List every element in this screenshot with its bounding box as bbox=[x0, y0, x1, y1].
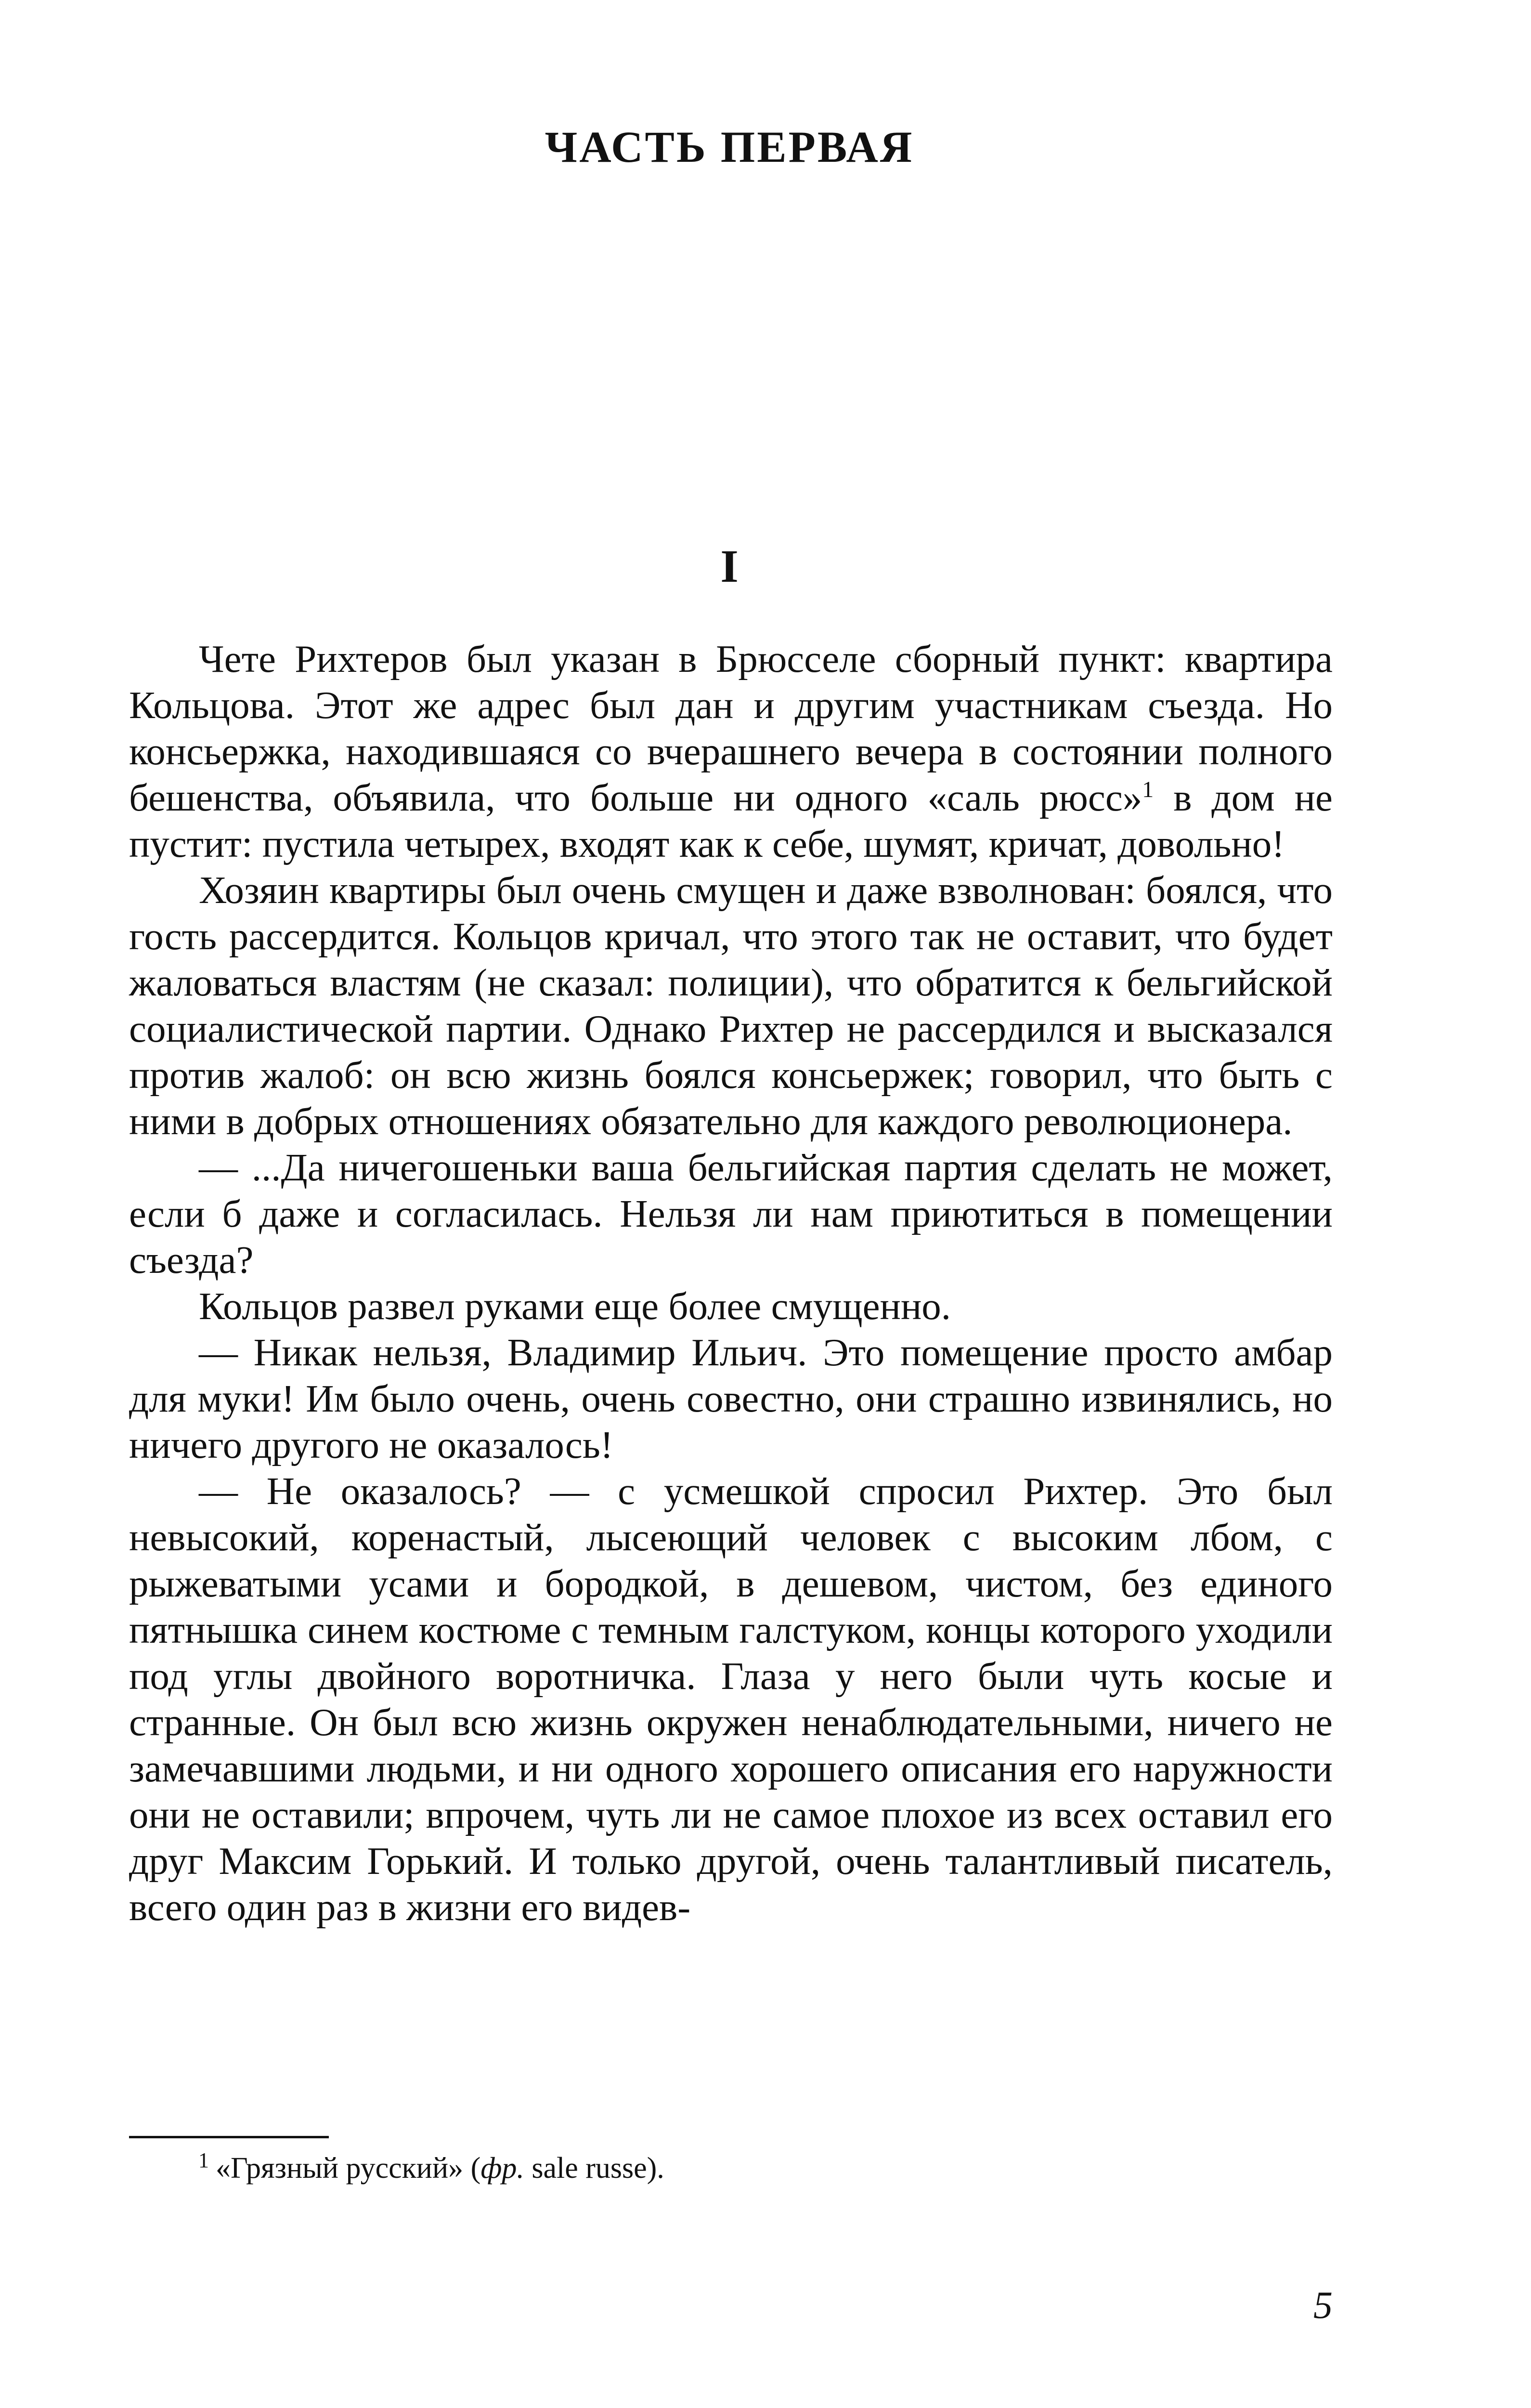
footnote bbox=[198, 2149, 1306, 2187]
footnote-divider bbox=[129, 2136, 329, 2138]
footnote-text-before: «Грязный русский» ( bbox=[216, 2152, 481, 2185]
footnote-language-abbrev: фр. bbox=[480, 2152, 524, 2185]
footnote-text-after: sale russe). bbox=[524, 2152, 664, 2185]
paragraph-3: — ...Да ничегошеньки ваша бельгийская партия сделать не может, если б даже и согласилась. Нельзя ли нам приютиться в помещении съезда? bbox=[129, 1146, 1333, 1282]
paragraph-4: Кольцов развел руками еще более смущенно. bbox=[199, 1284, 951, 1328]
paragraph-1-text-b: в дом не пустит: пустила четырех, входят как к себе, шумят, кричат, довольно! bbox=[129, 776, 1333, 865]
paragraph-5: — Никак нельзя, Владимир Ильич. Это помещение просто амбар для муки! Им было очень, очень совестно, они страшно извинялись, но ничего другого не оказалось! bbox=[129, 1331, 1333, 1466]
paragraph-6: — Не оказалось? — с усмешкой спросил Рихтер. Это был невысокий, коренастый, лысеющий человек с высоким лбом, с рыжеватыми усами и бородкой, в дешевом, чистом, без единого пятнышка синем костюме с темным галстуком, концы которого уходили под углы двойного воротничка. Глаза у него были чуть косые и странные. Он был всю жизнь окружен ненаблюдательными, ничего не замечавшими людьми, и ни одного хорошего описания его наружности они не оставили; впрочем, чуть ли не самое плохое из всех оставил его друг Максим Горький. И только другой, очень талантливый писатель, всего один раз в жизни его видев- bbox=[129, 1469, 1333, 1929]
page-number: 5 bbox=[1313, 2284, 1333, 2327]
footnote-reference: 1 bbox=[1142, 777, 1154, 802]
part-title: ЧАСТЬ ПЕРВАЯ bbox=[545, 122, 914, 171]
paragraph-2: Хозяин квартиры был очень смущен и даже взволнован: боялся, что гость рассердится. Кольцов кричал, что этого так не оставит, что будет жаловаться властям (не сказал: полиции), что обратится к бельгийской социалистической партии. Однако Рихтер не рассердился и высказался против жалоб: он всю жизнь боялся консьержек; говорил, что быть с ними в добрых отношениях обязательно для каждого революционера. bbox=[129, 868, 1333, 1143]
chapter-numeral: I bbox=[720, 540, 739, 592]
body-text bbox=[129, 636, 1333, 1930]
footnote-number: 1 bbox=[198, 2148, 209, 2172]
paragraph-1 bbox=[129, 636, 1333, 867]
paragraph-1-text-a: Чете Рихтеров был указан в Брюсселе сборный пункт: квартира Кольцова. Этот же адрес был дан и другим участникам съезда. Но консьержка, находившаяся со вчерашнего вечера в состоянии полного бешенства, объявила, что больше ни одного «саль рюсс» bbox=[129, 637, 1333, 819]
